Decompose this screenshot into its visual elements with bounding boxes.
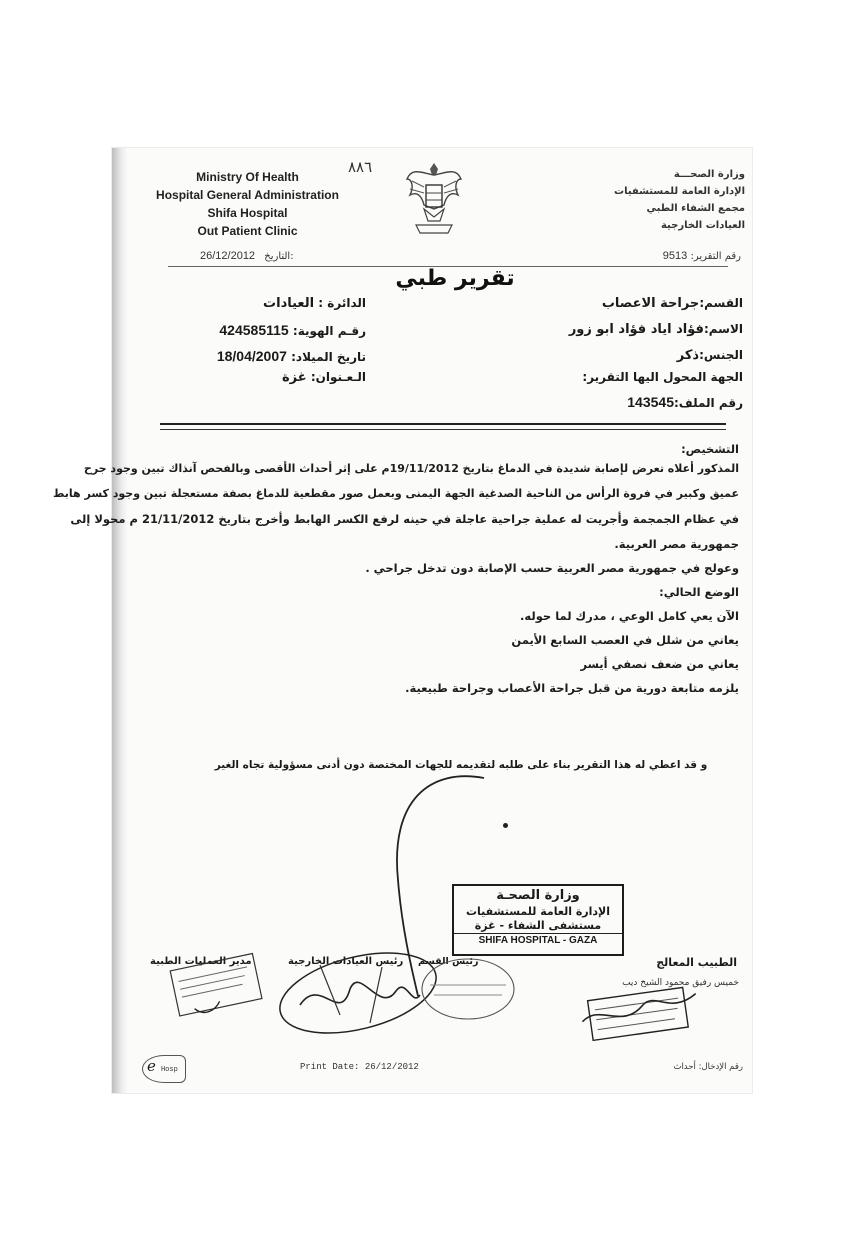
dept-head-label: رئيس القسم <box>418 956 479 967</box>
field-address: الـعـنوان: غزة <box>281 370 366 385</box>
field-directorate: الدائرة : العيادات <box>263 296 366 311</box>
header-en-line: Shifa Hospital <box>207 206 288 220</box>
diagnosis-line: المذكور أعلاه تعرض لإصابة شديدة في الدماغ بتاريخ 19/11/2012م على إثر أحداث الأقصى وبالفحص آنذاك تبين وجود جرح <box>83 462 739 475</box>
stamp-line: الإدارة العامة للمستشفيات <box>465 905 611 918</box>
diagnosis-line: عميق وكبير في فروة الرأس من الناحية الصدغية الجهة اليمنى وبعمل صور مقطعية للدماغ بصفة مستعجلة تبين وجود كسر هابط <box>53 487 739 500</box>
treating-doctor-name: خميس رفيق محمود الشيخ ديب <box>622 978 739 988</box>
field-file-number: رقم الملف:143545 <box>627 394 743 410</box>
header-en-line: Out Patient Clinic <box>197 224 298 238</box>
status-line: يعاني من شلل في العصب السابع الأيمن <box>511 633 739 647</box>
diagnosis-line: في عظام الجمجمة وأجريت له عملية جراحية عاجلة في حينه لرفع الكسر الهابط وأخرج بتاريخ 21/11/2012 م محولا إلى <box>70 512 739 526</box>
page-title: تقرير طبي <box>395 266 515 291</box>
header-ar-line: مجمع الشفاء الطبي <box>646 203 745 214</box>
handwritten-number: ٨٨٦ <box>348 158 373 176</box>
field-department: القسم:جراحة الاعصاب <box>601 296 743 311</box>
field-birth-date: تاريخ الميلاد: 18/04/2007 <box>216 348 366 364</box>
system-logo-icon: e Hosp <box>142 1055 186 1083</box>
field-name: الاسم:فؤاد اياد فؤاد ابو زور <box>568 322 743 337</box>
status-line: يلزمه متابعة دورية من قبل جراحة الأعصاب وجراحة طبيعية. <box>405 681 739 695</box>
report-date: 26/12/2012 التاريخ: <box>200 250 294 262</box>
status-line: الآن يعي كامل الوعي ، مدرك لما حوله. <box>520 609 739 623</box>
field-referred-to: الجهة المحول اليها التقرير: <box>582 370 743 384</box>
header-en-line: Hospital General Administration <box>156 188 339 202</box>
eagle-emblem-icon <box>404 157 464 239</box>
ink-dot <box>503 823 508 828</box>
patient-fields-left <box>186 296 366 394</box>
fields-divider-top <box>160 423 726 425</box>
report-number: رقم التقرير: 9513 <box>662 250 741 262</box>
diagnosis-heading: التشخيص: <box>681 442 739 456</box>
patient-fields-right <box>403 296 743 418</box>
diagnosis-section <box>53 439 739 698</box>
clinics-head-label: رئيس العيادات الخارجية <box>288 956 404 967</box>
doctor-stamp-icon <box>580 986 700 1042</box>
header-ar-line: وزارة الصحـــة <box>673 169 745 180</box>
entry-reference: رقم الإدخال: أحداث <box>673 1062 743 1072</box>
header-arabic <box>575 166 745 234</box>
header-en-line: Ministry Of Health <box>196 170 299 184</box>
field-gender: الجنس:ذكر <box>676 348 743 363</box>
header-ar-line: العيادات الخارجية <box>660 220 745 231</box>
director-stamp-icon <box>170 954 262 1018</box>
signature-marks <box>150 945 750 1065</box>
stamp-line: مستشفى الشفاء - غزة <box>474 919 602 932</box>
current-status-heading: الوضع الحالي: <box>659 585 739 599</box>
status-line: يعاني من ضعف نصفي أيسر <box>580 657 739 671</box>
stamp-line: SHIFA HOSPITAL - GAZA <box>454 933 622 948</box>
print-date: Print Date: 26/12/2012 <box>300 1062 419 1072</box>
diagnosis-line: جمهورية مصر العربية. <box>614 537 739 551</box>
header-english <box>150 168 345 240</box>
fields-divider-bottom <box>160 429 726 430</box>
header-ar-line: الإدارة العامة للمستشفيات <box>614 186 745 197</box>
disclaimer-note: و قد اعطي له هذا التقرير بناء على طلبه لتقديمه للجهات المختصة دون أدنى مسؤولية تجاه الغير <box>214 759 708 771</box>
diagnosis-line: وعولج في جمهورية مصر العربية حسب الإصابة دون تدخل جراحي . <box>365 561 739 575</box>
stamp-line: وزارة الصحـة <box>496 888 580 903</box>
field-id-number: رقـم الهوية: 424585115 <box>219 322 366 338</box>
scan-shadow-edge <box>112 148 128 1093</box>
treating-doctor-label: الطبيب المعالج <box>656 956 737 969</box>
medical-director-label: مدير العمليات الطبية <box>150 956 252 967</box>
